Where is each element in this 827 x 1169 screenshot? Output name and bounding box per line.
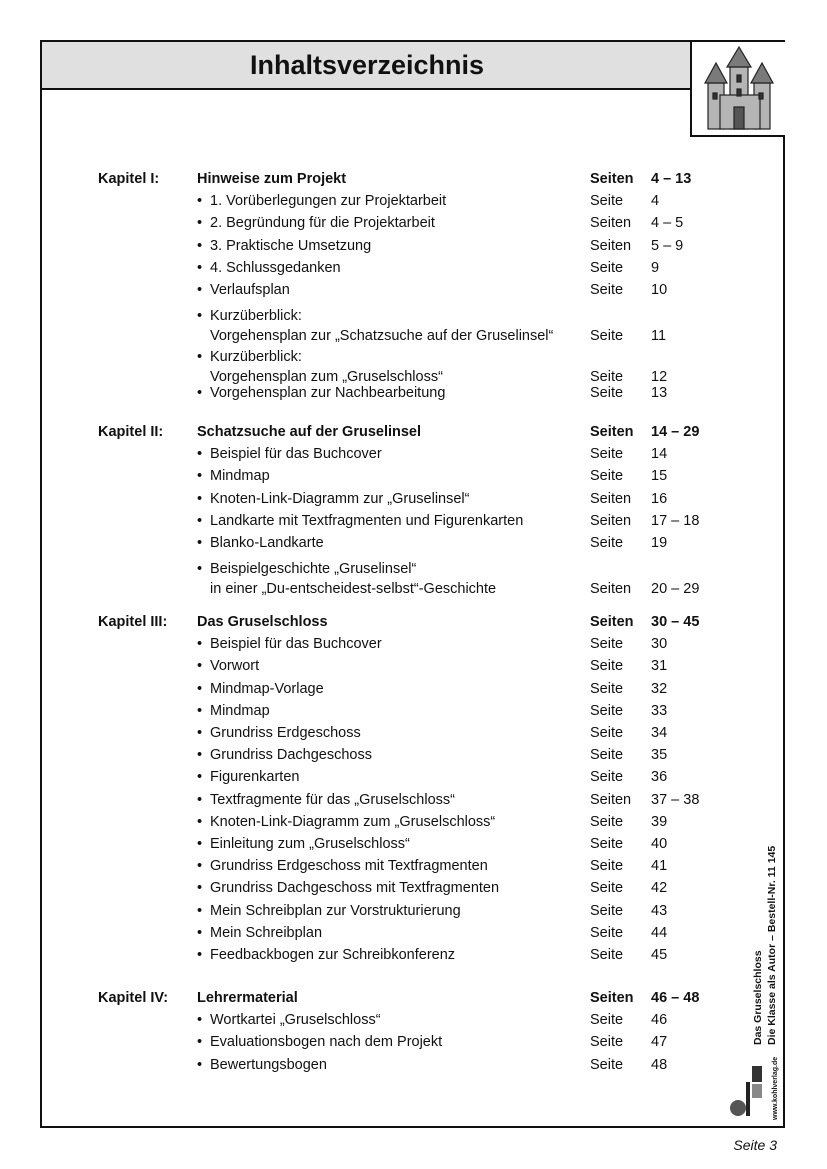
toc-entry-pages: 5 – 9 <box>651 237 684 254</box>
bullet-icon: • <box>197 747 203 764</box>
toc-entry-text: Vorgehensplan zur Nachbearbeitung <box>210 385 446 401</box>
toc-entry <box>0 465 827 487</box>
toc-entry-seite-label: Seite <box>590 1034 624 1051</box>
toc-entry-seite-label: Seite <box>590 193 624 210</box>
bullet-icon: • <box>197 636 203 653</box>
bullet-icon: • <box>197 561 203 578</box>
toc-entry-text: Feedbackbogen zur Schreibkonferenz <box>210 947 456 963</box>
toc-entry-pages: 39 <box>651 813 668 830</box>
chapter-heading <box>0 168 827 190</box>
toc-entry-text-line2: in einer „Du-entscheidest-selbst“-Geschichte <box>210 581 497 598</box>
chapter-label: Kapitel II: <box>98 424 164 440</box>
bullet-icon: • <box>197 490 203 507</box>
toc-entry <box>0 900 827 922</box>
toc-entry-pages: 35 <box>651 747 668 764</box>
toc-entry-pages: 47 <box>651 1034 668 1051</box>
toc-entry-text: Wortkartei „Gruselschloss“ <box>210 1012 381 1029</box>
toc-entry-pages: 45 <box>651 947 668 963</box>
toc-entry-text: Vorwort <box>210 658 260 675</box>
toc-entry-text-line2: Vorgehensplan zur „Schatzsuche auf der Gruselinsel“ <box>210 328 554 345</box>
toc-entry-seite-label: Seite <box>590 680 624 697</box>
toc-entry-pages: 48 <box>651 1056 668 1073</box>
bullet-icon: • <box>197 446 203 463</box>
toc-entry-seite-label: Seiten <box>590 581 632 598</box>
toc-entry-seite-label: Seite <box>590 282 624 298</box>
bullet-icon: • <box>197 769 203 786</box>
toc-entry-text: Beispiel für das Buchcover <box>210 446 382 463</box>
chapter-heading <box>0 987 827 1009</box>
toc-entry-text: Landkarte mit Textfragmenten und Figurenkarten <box>210 512 524 529</box>
toc-entry-seite-label: Seite <box>590 468 624 485</box>
sidebar-line2: Die Klasse als Autor – Bestell-Nr. 11 145 <box>766 845 778 1045</box>
toc-entry-seite-label: Seite <box>590 924 624 941</box>
toc-entry-text: Grundriss Erdgeschoss <box>210 725 361 741</box>
toc-entry <box>0 532 827 554</box>
sidebar-vertical-info <box>752 800 792 1100</box>
toc-entry-pages: 43 <box>651 902 668 919</box>
toc-entry-seite-label: Seite <box>590 880 624 897</box>
bullet-icon: • <box>197 1056 203 1073</box>
toc-entry-pages: 10 <box>651 282 668 298</box>
toc-entry-text: Mein Schreibplan zur Vorstrukturierung <box>210 902 461 919</box>
toc-entry <box>0 700 827 722</box>
toc-entry-seite-label: Seiten <box>590 490 632 507</box>
toc-entry-pages: 15 <box>651 468 668 485</box>
bullet-icon: • <box>197 1012 203 1029</box>
toc-entry-seite-label: Seite <box>590 368 624 385</box>
toc-entry-seite-label: Seite <box>590 328 624 345</box>
castle-icon <box>700 45 778 133</box>
bullet-icon: • <box>197 385 203 401</box>
bullet-icon: • <box>197 237 203 254</box>
toc-entry-text: Mindmap <box>210 702 270 719</box>
toc-entry <box>0 633 827 655</box>
toc-entry <box>0 811 827 833</box>
toc-entry <box>0 561 827 608</box>
page-number: Seite 3 <box>733 1137 777 1153</box>
toc-entry <box>0 1031 827 1053</box>
bullet-icon: • <box>197 658 203 675</box>
chapter-title: Lehrermaterial <box>197 990 298 1006</box>
toc-entry-seite-label: Seite <box>590 1056 624 1073</box>
toc-entry-seite-label: Seiten <box>590 215 632 232</box>
toc-entry <box>0 766 827 788</box>
toc-entry-text: Bewertungsbogen <box>210 1056 327 1073</box>
toc-entry-pages: 41 <box>651 858 668 875</box>
toc-entry <box>0 257 827 279</box>
toc-entry-seite-label: Seiten <box>590 512 632 529</box>
toc-entry-seite-label: Seiten <box>590 237 632 254</box>
toc-entry-text: 4. Schlussgedanken <box>210 259 341 276</box>
chapter-label: Kapitel I: <box>98 171 160 187</box>
toc-entry-pages: 31 <box>651 658 668 675</box>
toc-entry-text: 3. Praktische Umsetzung <box>210 237 372 254</box>
bullet-icon: • <box>197 813 203 830</box>
toc-entry-text: Figurenkarten <box>210 769 300 786</box>
toc-entry-text: Knoten-Link-Diagramm zur „Gruselinsel“ <box>210 490 470 507</box>
toc-entry <box>0 922 827 944</box>
chapter-pages: 46 – 48 <box>651 990 700 1006</box>
chapter-pages: 4 – 13 <box>651 171 692 187</box>
toc-entry-text: Grundriss Dachgeschoss <box>210 747 372 764</box>
chapter-pages: 14 – 29 <box>651 424 700 440</box>
toc-entry-pages: 4 <box>651 193 660 210</box>
toc-entry-seite-label: Seite <box>590 658 624 675</box>
toc-entry-text: Textfragmente für das „Gruselschloss“ <box>210 791 455 808</box>
chapter-seite-label: Seiten <box>590 424 634 440</box>
toc-entry-pages: 33 <box>651 702 668 719</box>
chapter-title: Das Gruselschloss <box>197 614 328 630</box>
toc-entry-pages: 17 – 18 <box>651 512 700 529</box>
toc-entry <box>0 744 827 766</box>
bullet-icon: • <box>197 791 203 808</box>
toc-entry-text: Beispielgeschichte „Gruselinsel“ <box>210 561 417 578</box>
toc-entry <box>0 235 827 257</box>
toc-entry <box>0 443 827 465</box>
toc-entry-pages: 4 – 5 <box>651 215 684 232</box>
bullet-icon: • <box>197 836 203 852</box>
toc-entry-text: Einleitung zum „Gruselschloss“ <box>210 836 410 852</box>
toc-entry-pages: 34 <box>651 725 668 741</box>
bullet-icon: • <box>197 924 203 941</box>
publisher-url: www.kohlverlag.de <box>772 1056 779 1120</box>
toc-entry-seite-label: Seite <box>590 446 624 463</box>
bullet-icon: • <box>197 880 203 897</box>
toc-entry-pages: 11 <box>651 328 667 345</box>
toc-entry-seite-label: Seite <box>590 385 624 401</box>
toc-entry-pages: 14 <box>651 446 668 463</box>
toc-entry-seite-label: Seite <box>590 259 624 276</box>
bullet-icon: • <box>197 348 203 365</box>
toc-entry-text: Mindmap-Vorlage <box>210 680 324 697</box>
toc-entry-pages: 37 – 38 <box>651 791 700 808</box>
toc-entry <box>0 722 827 744</box>
toc-entry-text-line2: Vorgehensplan zum „Gruselschloss“ <box>210 368 443 385</box>
toc-entry <box>0 877 827 899</box>
toc-entry-pages: 46 <box>651 1012 668 1029</box>
toc-entry-text: Kurzüberblick: <box>210 348 302 365</box>
toc-entry <box>0 308 827 355</box>
toc-entry <box>0 1054 827 1076</box>
toc-entry-seite-label: Seite <box>590 702 624 719</box>
toc-entry-text: Blanko-Landkarte <box>210 535 324 551</box>
chapter-seite-label: Seiten <box>590 614 634 630</box>
chapter-seite-label: Seiten <box>590 171 634 187</box>
toc-entry <box>0 488 827 510</box>
toc-entry <box>0 789 827 811</box>
chapter-title: Schatzsuche auf der Gruselinsel <box>197 424 422 440</box>
toc-entry-seite-label: Seite <box>590 947 624 963</box>
toc-entry-seite-label: Seite <box>590 813 624 830</box>
bullet-icon: • <box>197 468 203 485</box>
toc-entry-pages: 13 <box>651 385 668 401</box>
bullet-icon: • <box>197 702 203 719</box>
toc-entry-pages: 36 <box>651 769 668 786</box>
bullet-icon: • <box>197 512 203 529</box>
chapter-seite-label: Seiten <box>590 990 634 1006</box>
page-title: Inhaltsverzeichnis <box>249 50 485 80</box>
toc-entry-text: Mein Schreibplan <box>210 924 323 941</box>
toc-entry-seite-label: Seite <box>590 836 624 852</box>
toc-entry <box>0 212 827 234</box>
chapter-heading <box>0 611 827 633</box>
chapter-title: Hinweise zum Projekt <box>197 171 347 187</box>
toc-entry-seite-label: Seite <box>590 902 624 919</box>
toc-entry-text: Grundriss Erdgeschoss mit Textfragmenten <box>210 858 488 875</box>
toc-entry-pages: 40 <box>651 836 668 852</box>
chapter-label: Kapitel III: <box>98 614 168 630</box>
toc-entry <box>0 855 827 877</box>
toc-entry-pages: 16 <box>651 490 668 507</box>
toc-entry-seite-label: Seite <box>590 1012 624 1029</box>
toc-entry-seite-label: Seite <box>590 535 624 551</box>
bullet-icon: • <box>197 902 203 919</box>
bullet-icon: • <box>197 680 203 697</box>
toc-entry-seite-label: Seite <box>590 725 624 741</box>
toc-entry-text: Verlaufsplan <box>210 282 290 298</box>
toc-entry <box>0 382 827 404</box>
toc-entry-text: Knoten-Link-Diagramm zum „Gruselschloss“ <box>210 813 496 830</box>
toc-entry <box>0 1009 827 1031</box>
toc-entry-pages: 42 <box>651 880 668 897</box>
castle-illustration-box <box>690 42 785 137</box>
toc-entry-text: 2. Begründung für die Projektarbeit <box>210 215 435 232</box>
sidebar-line1: Das Gruselschloss <box>752 950 764 1045</box>
toc-entry <box>0 510 827 532</box>
bullet-icon: • <box>197 259 203 276</box>
toc-entry-pages: 12 <box>651 368 668 385</box>
toc-entry-pages: 44 <box>651 924 668 941</box>
toc-entry-pages: 20 – 29 <box>651 581 700 598</box>
bullet-icon: • <box>197 308 203 325</box>
toc-entry-pages: 30 <box>651 636 668 653</box>
toc-entry-text: Grundriss Dachgeschoss mit Textfragmenten <box>210 880 500 897</box>
bullet-icon: • <box>197 193 203 210</box>
toc-entry-text: 1. Vorüberlegungen zur Projektarbeit <box>210 193 447 210</box>
toc-entry-seite-label: Seiten <box>590 791 632 808</box>
toc-entry <box>0 655 827 677</box>
chapter-heading <box>0 421 827 443</box>
toc-entry-seite-label: Seite <box>590 858 624 875</box>
toc-entry-seite-label: Seite <box>590 769 624 786</box>
toc-entry <box>0 279 827 301</box>
toc-entry <box>0 944 827 966</box>
toc-entry-text: Evaluationsbogen nach dem Projekt <box>210 1034 443 1051</box>
bullet-icon: • <box>197 725 203 741</box>
bullet-icon: • <box>197 947 203 963</box>
toc-entry-seite-label: Seite <box>590 747 624 764</box>
chapter-label: Kapitel IV: <box>98 990 169 1006</box>
bullet-icon: • <box>197 1034 203 1051</box>
toc-entry <box>0 678 827 700</box>
toc-entry-text: Mindmap <box>210 468 270 485</box>
kohl-logo-icon <box>728 1062 772 1122</box>
toc-entry-pages: 19 <box>651 535 668 551</box>
bullet-icon: • <box>197 535 203 551</box>
toc-entry-text: Beispiel für das Buchcover <box>210 636 382 653</box>
bullet-icon: • <box>197 858 203 875</box>
toc-entry <box>0 833 827 855</box>
chapter-pages: 30 – 45 <box>651 614 700 630</box>
bullet-icon: • <box>197 282 203 298</box>
toc-entry-text: Kurzüberblick: <box>210 308 302 325</box>
toc-entry-pages: 9 <box>651 259 660 276</box>
title-bar <box>42 42 692 90</box>
toc-entry-seite-label: Seite <box>590 636 624 653</box>
toc-entry <box>0 190 827 212</box>
toc-entry-pages: 32 <box>651 680 668 697</box>
bullet-icon: • <box>197 215 203 232</box>
